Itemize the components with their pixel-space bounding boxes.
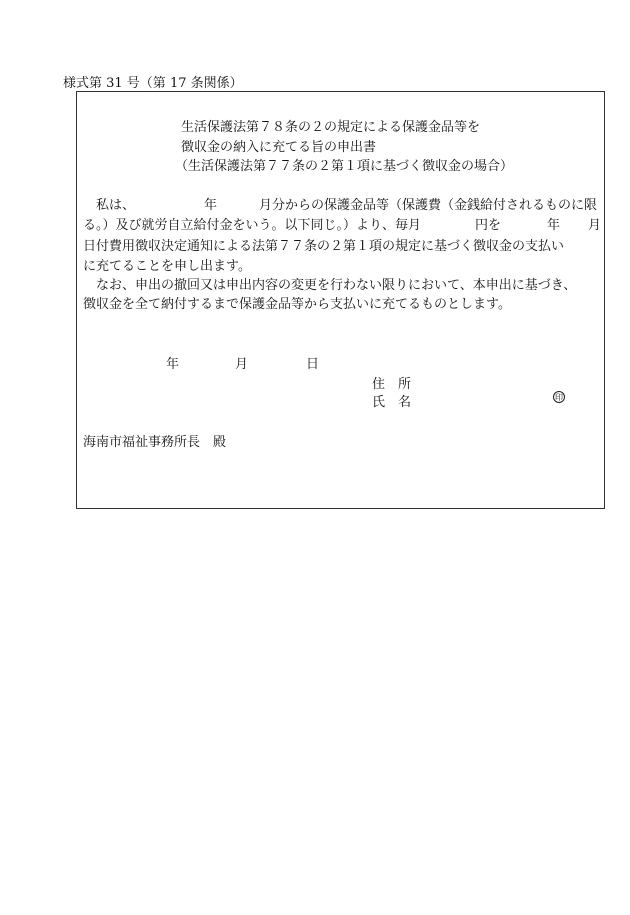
statement-text: 私は、 (96, 198, 136, 213)
addressee: 海南市福祉事務所長 殿 (83, 435, 227, 450)
note-text: 徴収金を全て納付するまで保護金品等から支払いに充てるものとします。 (83, 297, 511, 312)
address-label: 住 所 (372, 377, 412, 392)
note-text: なお、申出の撤回又は申出内容の変更を行わない限りにおいて、本申出に基づき、 (96, 278, 577, 293)
month-label: 月 (588, 218, 602, 233)
date-year-label: 年 (166, 357, 180, 372)
statement-text: 日付費用徴収決定通知による法第７７条の２第１項の規定に基づく徴収金の支払い (83, 239, 565, 254)
yen-label: 円を (475, 218, 502, 233)
statement-text: る。）及び就労自立給付金をいう。以下同じ。）より、毎月 (83, 218, 422, 233)
form-title-line-3: （生活保護法第７７条の２第１項に基づく徴収金の場合） (175, 159, 514, 174)
form-title-line-1: 生活保護法第７８条の２の規定による保護金品等を (181, 120, 481, 135)
name-label: 氏 名 (372, 395, 412, 410)
year-label: 年 (204, 198, 218, 213)
seal-icon: 印 (555, 393, 563, 402)
statement-text: に充てることを申し出ます。 (83, 259, 251, 274)
year-label: 年 (547, 218, 561, 233)
date-day-label: 日 (306, 357, 320, 372)
statement-text: 月分からの保護金品等（保護費（金銭給付されるものに限 (259, 198, 598, 213)
form-title-line-2: 徴収金の納入に充てる旨の申出書 (181, 140, 377, 155)
form-number: 様式第 31 号（第 17 条関係） (63, 76, 243, 91)
date-month-label: 月 (235, 357, 249, 372)
